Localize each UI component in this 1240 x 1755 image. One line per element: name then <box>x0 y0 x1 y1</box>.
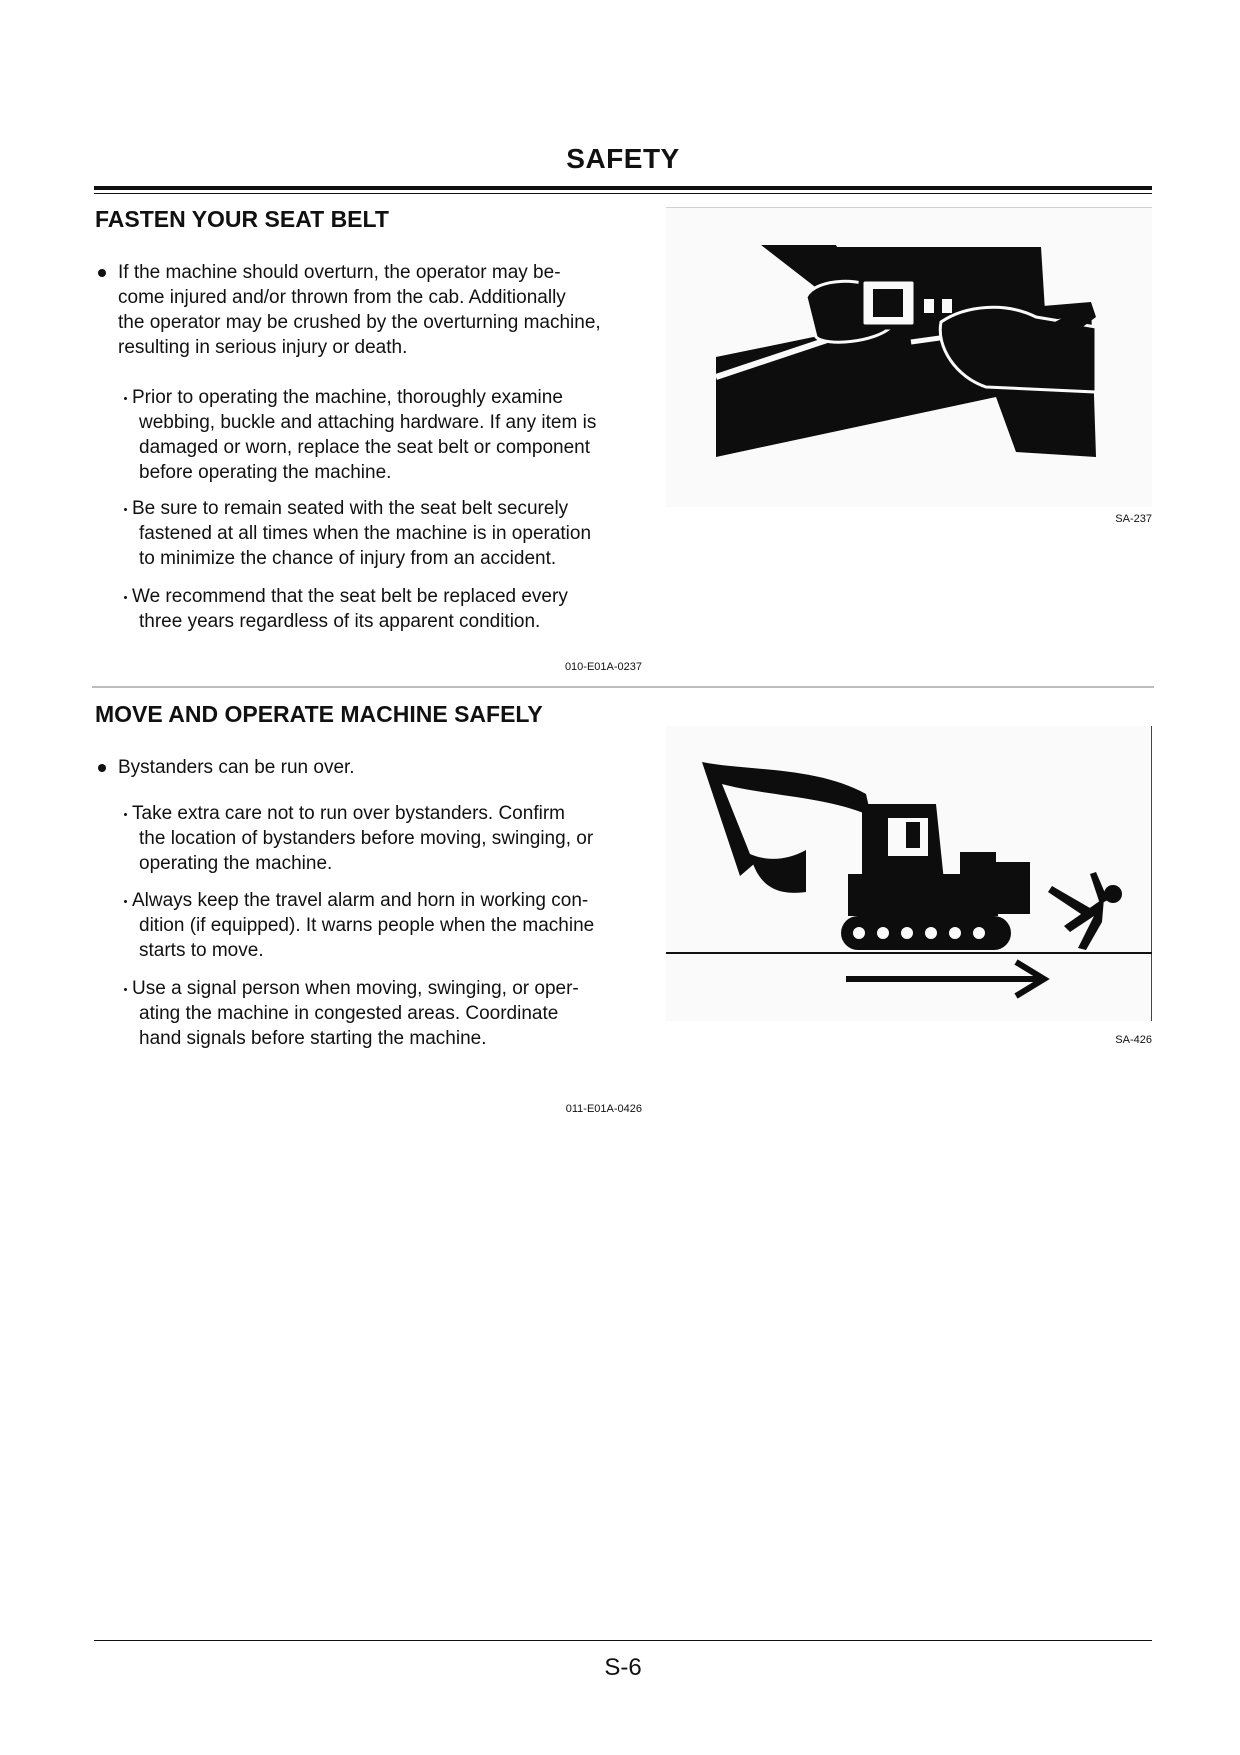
text-line: operating the machine. <box>139 853 333 874</box>
text-line: to minimize the chance of injury from an accident. <box>139 548 557 569</box>
text-line: Take extra care not to run over bystanders. Confirm <box>132 803 565 824</box>
sub-bullet-dot <box>124 988 127 991</box>
sub-bullet-dot <box>124 596 127 599</box>
sub-item <box>132 888 594 963</box>
bullet-dot <box>98 269 106 277</box>
seat-belt-buckle-icon <box>666 207 1152 507</box>
figure-code: SA-426 <box>1115 1034 1152 1046</box>
text-line: hand signals before starting the machine. <box>139 1028 487 1049</box>
section-heading-move-safely: MOVE AND OPERATE MACHINE SAFELY <box>95 701 543 727</box>
text-line: come injured and/or thrown from the cab. Additionally <box>118 287 566 308</box>
text-line: We recommend that the seat belt be replaced every <box>132 586 568 607</box>
text-line: ating the machine in congested areas. Coordinate <box>139 1003 559 1024</box>
text-line: Be sure to remain seated with the seat belt securely <box>132 498 569 519</box>
doc-code: 011-E01A-0426 <box>565 1103 642 1115</box>
text-line: damaged or worn, replace the seat belt or component <box>139 437 590 458</box>
sub-bullet-dot <box>124 900 127 903</box>
bullet-dot <box>98 764 106 772</box>
text-line: before operating the machine. <box>139 462 392 483</box>
text-line: Always keep the travel alarm and horn in working con- <box>132 890 589 911</box>
intro-paragraph <box>118 260 601 360</box>
page-number: S-6 <box>604 1654 642 1681</box>
text-line: Use a signal person when moving, swinging, or oper- <box>132 978 579 999</box>
text-line: starts to move. <box>139 940 264 961</box>
text-line: If the machine should overturn, the operator may be- <box>118 262 561 283</box>
sub-item <box>132 496 591 571</box>
text-line: fastened at all times when the machine is in operation <box>139 523 592 544</box>
sub-item <box>132 801 593 876</box>
text-line: the location of bystanders before moving, swinging, or <box>139 828 594 849</box>
sub-item <box>132 584 568 634</box>
section-divider <box>92 686 1154 688</box>
text-line: resulting in serious injury or death. <box>118 337 408 358</box>
intro-paragraph <box>118 755 355 780</box>
figure-code: SA-237 <box>1115 513 1152 525</box>
sub-item <box>132 385 596 485</box>
sub-bullet-dot <box>124 508 127 511</box>
section-heading-seat-belt: FASTEN YOUR SEAT BELT <box>95 206 389 232</box>
text-line: webbing, buckle and attaching hardware. If any item is <box>139 412 597 433</box>
footer-rule <box>94 1640 1152 1641</box>
text-line: three years regardless of its apparent condition. <box>139 611 541 632</box>
text-line: the operator may be crushed by the overturning machine, <box>118 312 601 333</box>
text-line: Bystanders can be run over. <box>118 757 355 778</box>
excavator-runover-icon <box>666 726 1152 1021</box>
sub-bullet-dot <box>124 813 127 816</box>
sub-bullet-dot <box>124 397 127 400</box>
header-rule-thin <box>94 193 1152 194</box>
text-line: Prior to operating the machine, thoroughly examine <box>132 387 563 408</box>
page-title: SAFETY <box>566 143 680 174</box>
text-line: dition (if equipped). It warns people when the machine <box>139 915 595 936</box>
doc-code: 010-E01A-0237 <box>564 661 642 673</box>
sub-item <box>132 976 579 1051</box>
header-rule-thick <box>94 186 1152 190</box>
